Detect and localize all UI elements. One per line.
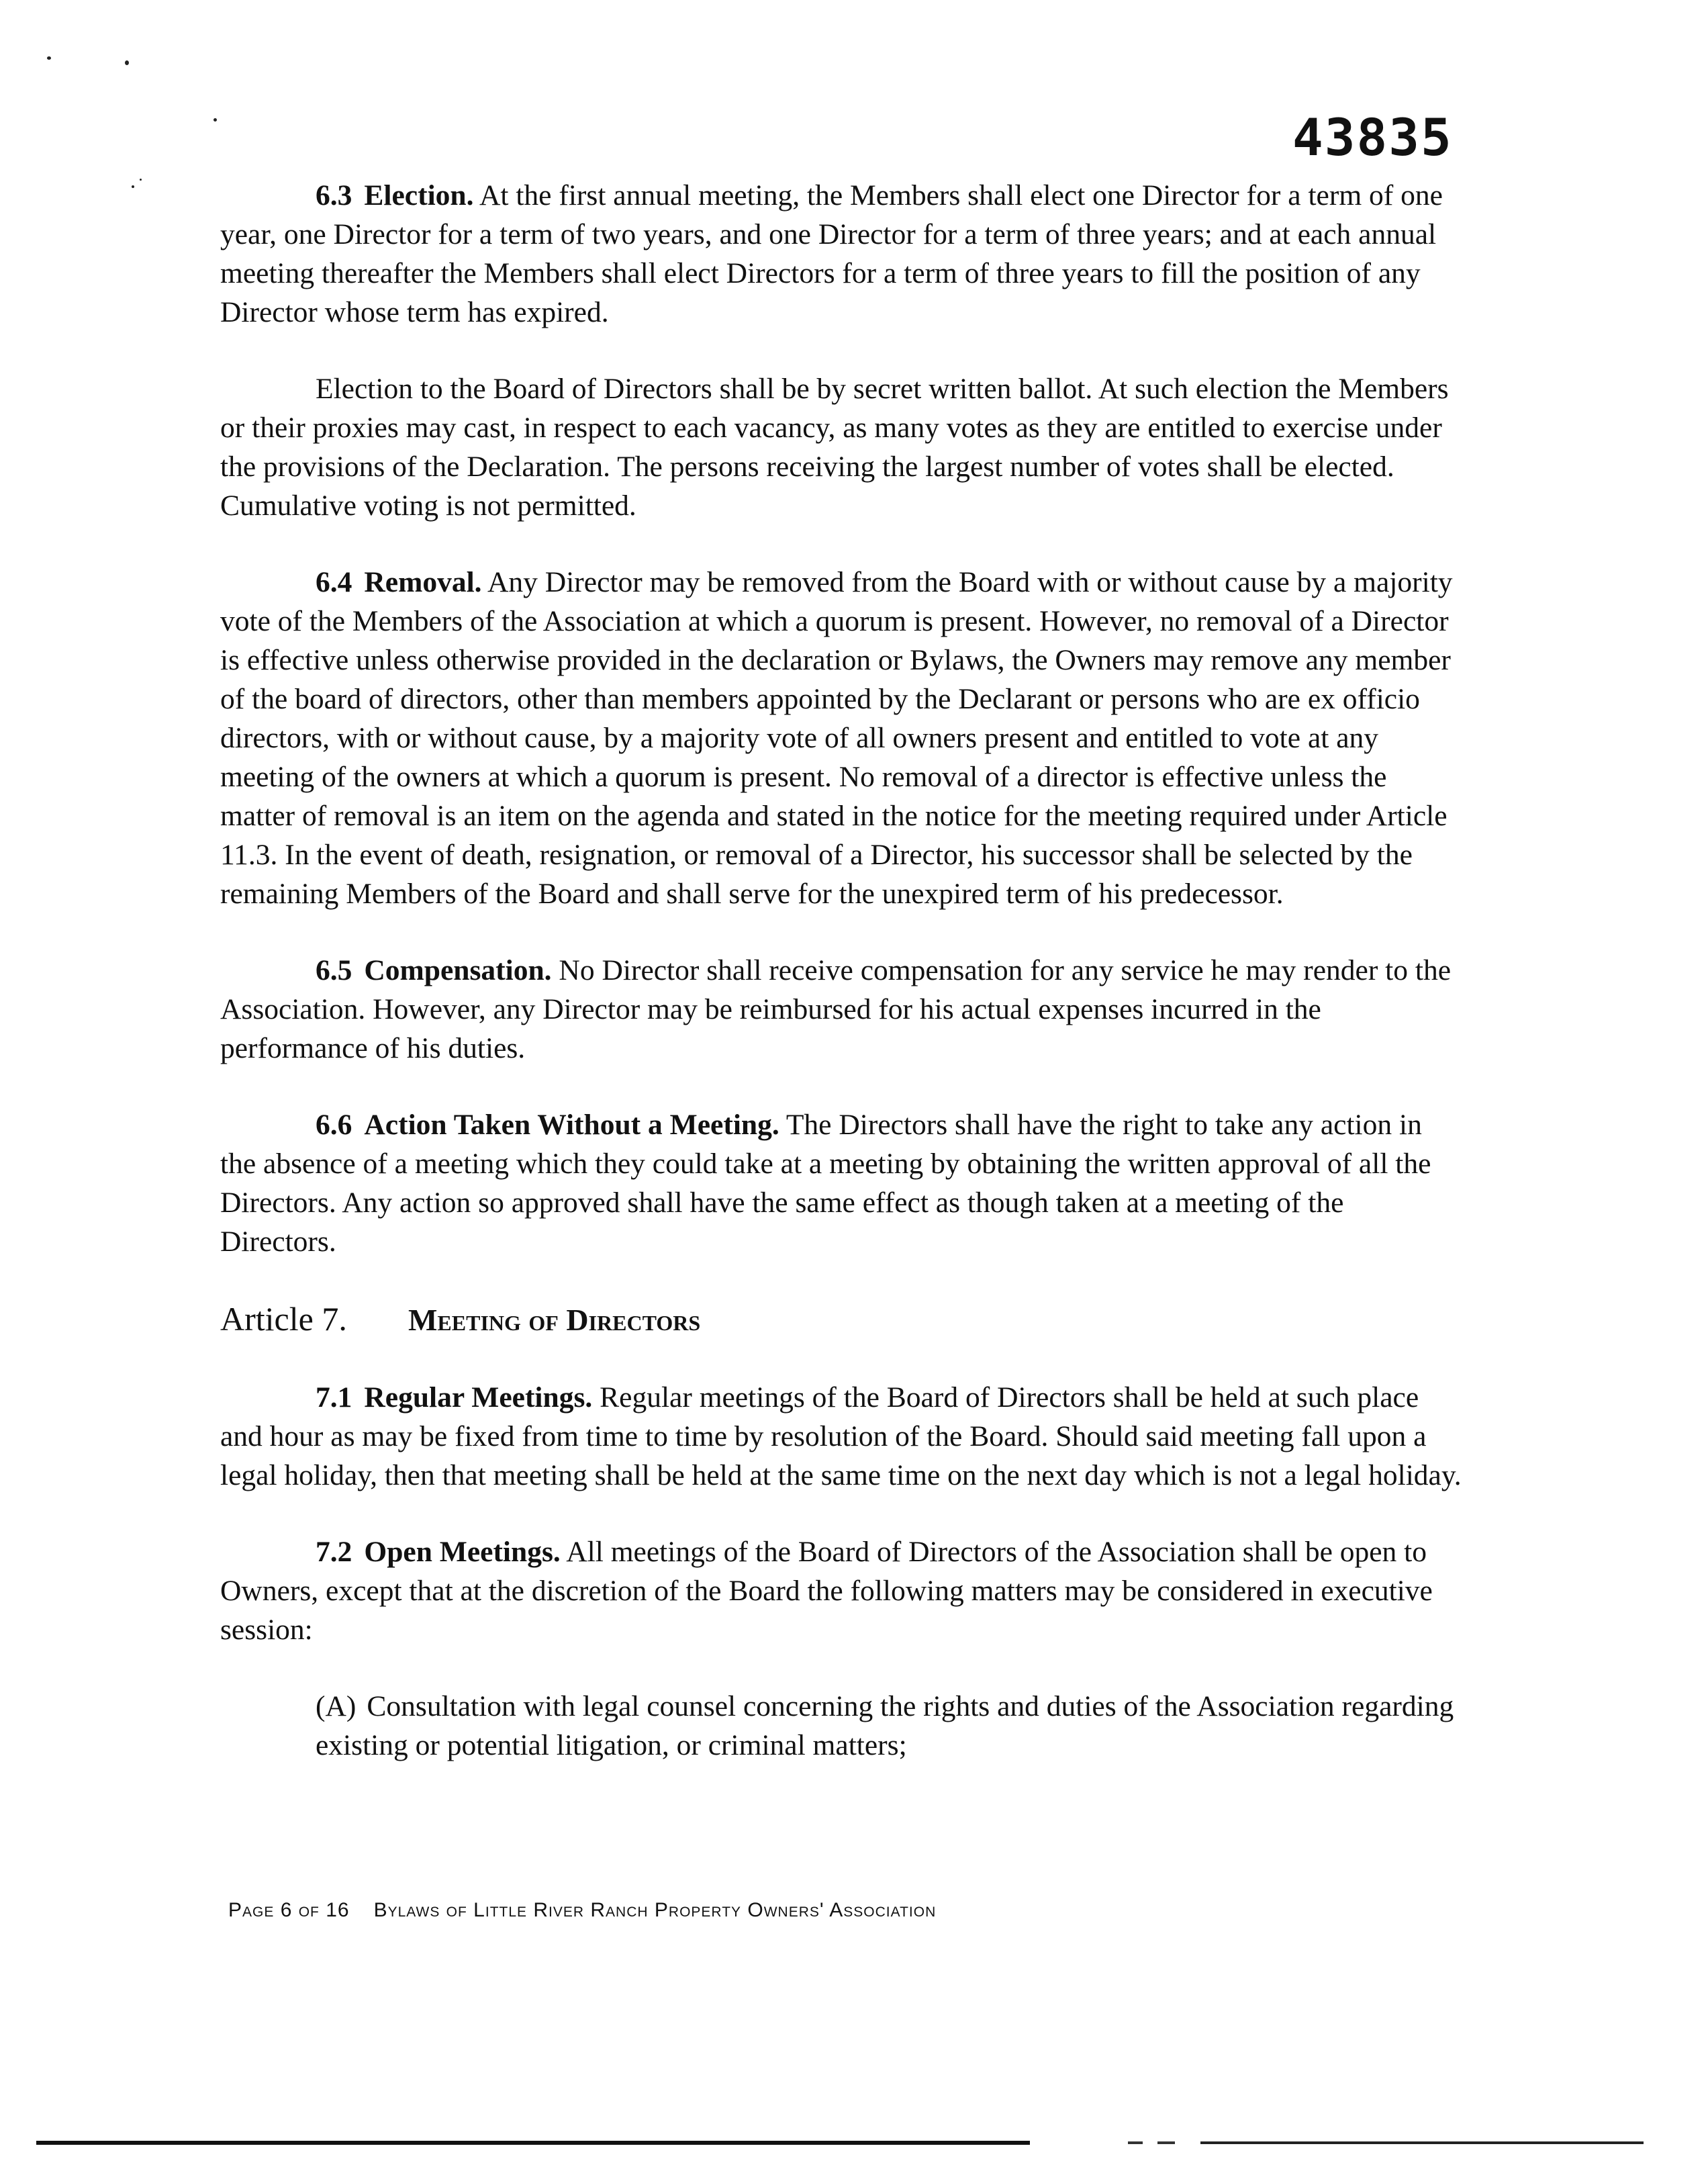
section-text: All meetings of the Board of Directors of the Association shall be open to Owners, except that at the discretion of the Board the following matters may be considered in executive session:	[220, 1536, 1433, 1646]
item-text: Consultation with legal counsel concerning the rights and duties of the Association regarding existing or potential litigation, or criminal matters;	[316, 1690, 1454, 1761]
section-number: 7.1	[316, 1381, 352, 1414]
section-title: Open Meetings.	[364, 1536, 561, 1568]
section-text: Election to the Board of Directors shall be by secret written ballot. At such election the Members or their proxies may cast, in respect to each vacancy, as many votes as they are entitled to exercise under the provisions of the Declaration. The persons receiving the largest number of votes shall be elected. Cumulative voting is not permitted.	[220, 373, 1449, 522]
section-6-3-continued	[220, 369, 1464, 525]
section-6-4	[220, 563, 1464, 913]
bottom-rule-dash	[1157, 2141, 1175, 2144]
section-number: 6.3	[316, 179, 352, 212]
article-label: Article 7.	[220, 1300, 347, 1338]
bottom-rule	[1200, 2141, 1644, 2144]
section-title: Election.	[364, 179, 474, 212]
section-7-2	[220, 1532, 1464, 1649]
item-label: (A)	[316, 1690, 357, 1722]
section-6-5	[220, 951, 1464, 1068]
bottom-rule-dash	[1128, 2141, 1143, 2144]
scan-speck	[47, 56, 51, 60]
article-title: Meeting of Directors	[408, 1303, 701, 1337]
section-number: 6.4	[316, 566, 352, 598]
section-6-6	[220, 1105, 1464, 1261]
section-7-2-item-a	[316, 1687, 1464, 1765]
footer-document-title: Bylaws of Little River Ranch Property Owners' Association	[373, 1899, 937, 1921]
section-7-1	[220, 1378, 1464, 1495]
section-title: Regular Meetings.	[364, 1381, 593, 1414]
section-title: Action Taken Without a Meeting.	[364, 1109, 779, 1141]
section-text: The Directors shall have the right to take any action in the absence of a meeting which they could take at a meeting by obtaining the written approval of all the Directors. Any action so approved shall have the same effect as though taken at a meeting of the Directors.	[220, 1109, 1431, 1258]
section-text: At the first annual meeting, the Members shall elect one Director for a term of one year, one Director for a term of two years, and one Director for a term of three years; and at each annual meeting thereafter the Members shall elect Directors for a term of three years to fill the position of any Director whose term has expired.	[220, 179, 1443, 328]
section-title: Compensation.	[364, 954, 552, 986]
article-7-heading	[220, 1299, 1464, 1340]
section-number: 6.6	[316, 1109, 352, 1141]
scan-speck	[125, 60, 129, 65]
section-text: Regular meetings of the Board of Directors shall be held at such place and hour as may be fixed from time to time by resolution of the Board. Should said meeting fall upon a legal holiday, then that meeting shall be held at the same time on the next day which is not a legal holiday.	[220, 1381, 1462, 1491]
section-text: Any Director may be removed from the Board with or without cause by a majority vote of the Members of the Association at which a quorum is present. However, no removal of a Director is effective unless otherwise provided in the declaration or Bylaws, the Owners may remove any member of the board of directors, other than members appointed by the Declarant or persons who are ex officio directors, with or without cause, by a majority vote of all owners present and entitled to vote at any meeting of the owners at which a quorum is present. No removal of a director is effective unless the matter of removal is an item on the agenda and stated in the notice for the meeting required under Article 11.3. In the event of death, resignation, or removal of a Director, his successor shall be selected by the remaining Members of the Board and shall serve for the unexpired term of his predecessor.	[220, 566, 1453, 910]
section-6-3	[220, 176, 1464, 332]
scan-speck	[132, 185, 134, 188]
section-number: 7.2	[316, 1536, 352, 1568]
section-title: Removal.	[364, 566, 482, 598]
scan-speck	[140, 179, 142, 181]
scan-speck	[214, 118, 217, 122]
page-stamp-number: 43835	[1292, 107, 1453, 167]
footer-page-label: Page 6 of 16	[228, 1899, 350, 1921]
bottom-rule	[36, 2141, 1030, 2145]
document-body	[220, 176, 1464, 1802]
section-text: No Director shall receive compensation for any service he may render to the Association. However, any Director may be reimbursed for his actual expenses incurred in the performance of his duties.	[220, 954, 1452, 1064]
page-footer	[228, 1899, 936, 1922]
section-number: 6.5	[316, 954, 352, 986]
